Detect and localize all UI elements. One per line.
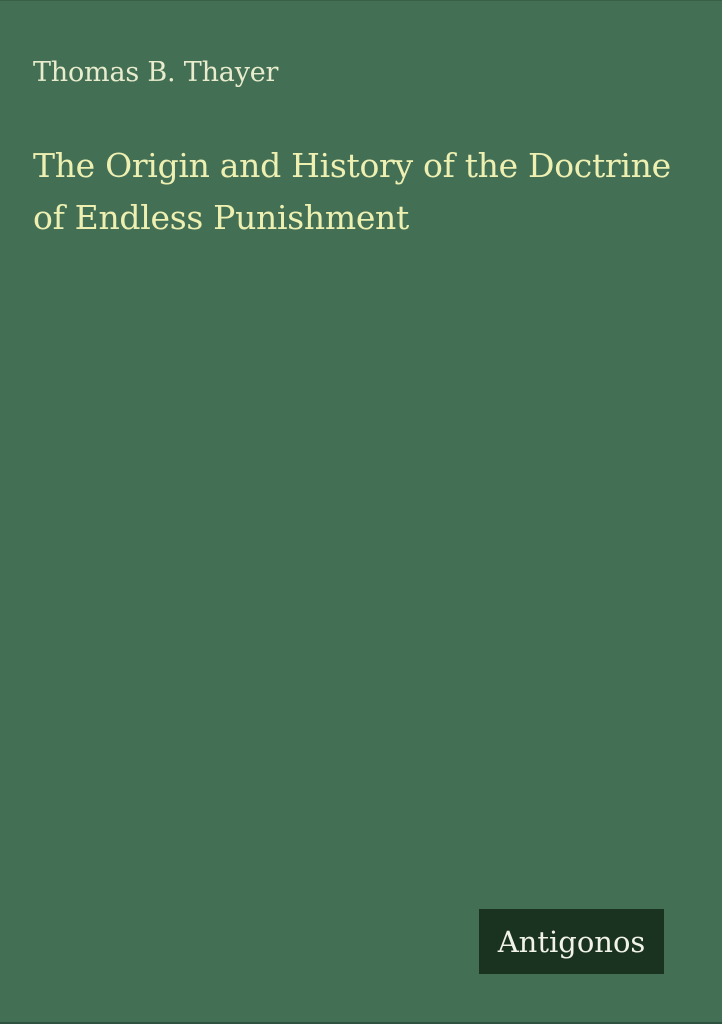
book-title-line-2: of Endless Punishment <box>33 198 409 237</box>
publisher-badge <box>479 909 664 974</box>
book-title-line-1: The Origin and History of the Doctrine <box>33 146 671 185</box>
publisher-name: Antigonos <box>497 924 646 959</box>
author-name: Thomas B. Thayer <box>33 57 279 88</box>
book-title <box>33 140 689 244</box>
